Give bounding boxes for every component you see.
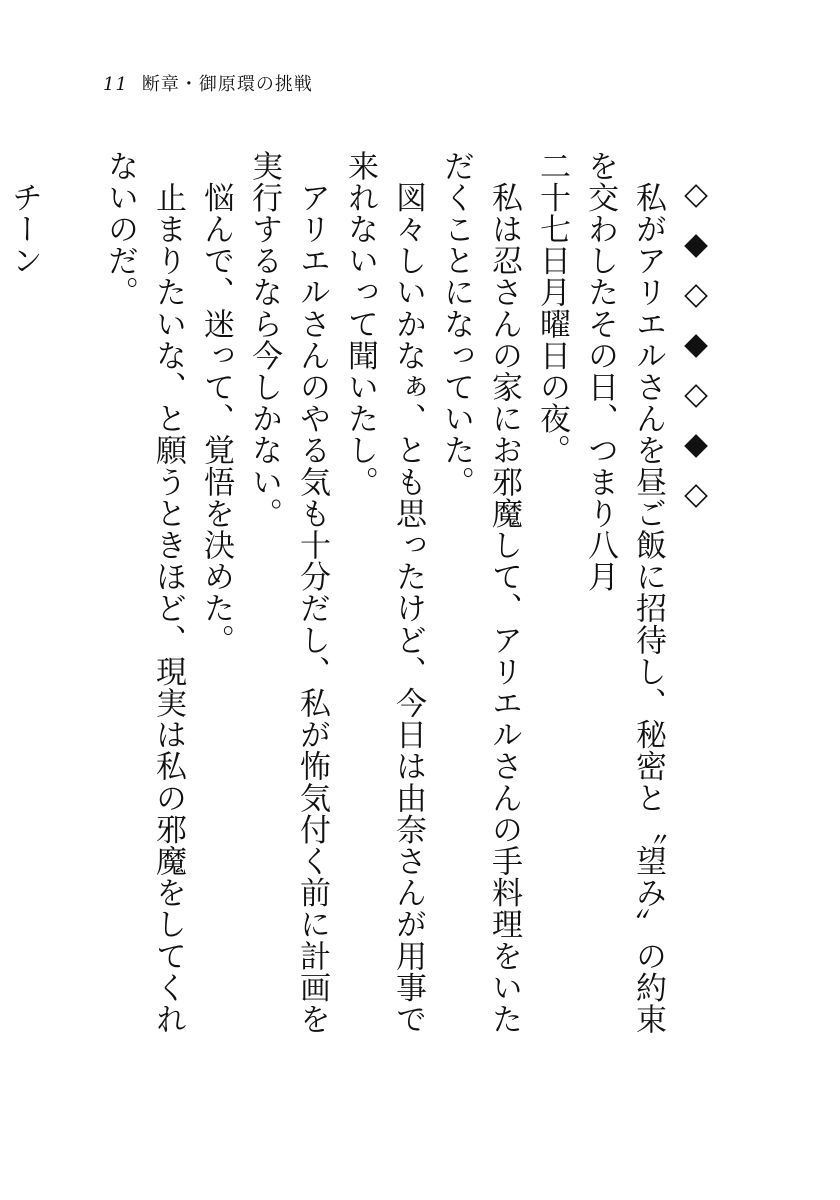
text-line: 二十七日月曜日の夜。 <box>534 150 570 466</box>
text-line: チーン <box>6 150 42 277</box>
page-number: 11 <box>103 74 128 95</box>
scene-separator: ◇◆◇◆◇◆◇ <box>678 176 714 526</box>
chapter-title: 断章・御原環の挑戦 <box>141 74 313 95</box>
blank-line <box>48 150 96 1040</box>
text-line: 図々しいかなぁ、とも思ったけど、今日は由奈さんが用事で来れないって聞いたし。 <box>342 150 426 1035</box>
running-header <box>103 70 313 96</box>
text-line: 私がアリエルさんを昼ご飯に招待し、秘密と〝望み〟の約束を交わしたその日、つまり八月 <box>582 150 666 1035</box>
text-line: 止まりたいな、と願うときほど、現実は私の邪魔をしてくれないのだ。 <box>102 150 186 1035</box>
text-line: 悩んで、迷って、覚悟を決めた。 <box>198 150 234 656</box>
text-line: 私は忍さんの家にお邪魔して、アリエルさんの手料理をいただくことになっていた。 <box>438 150 522 1035</box>
vertical-body-text <box>0 150 720 1040</box>
text-line: アリエルさんのやる気も十分だし、私が怖気付く前に計画を実行するなら今しかない。 <box>246 150 330 1035</box>
